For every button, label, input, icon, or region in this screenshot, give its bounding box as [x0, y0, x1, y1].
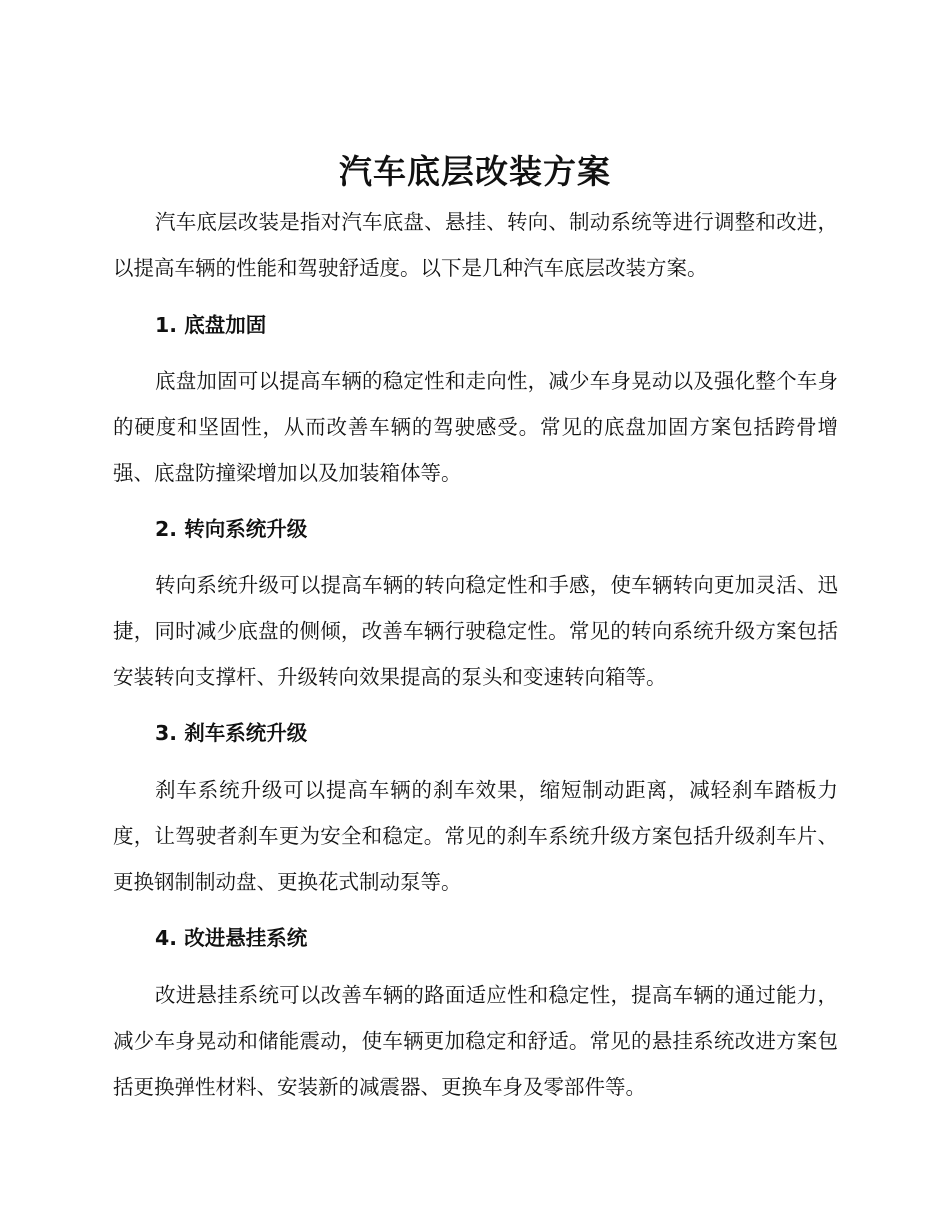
section-heading-steering-upgrade: 2. 转向系统升级 — [155, 517, 308, 541]
section-body-brake-upgrade: 刹车系统升级可以提高车辆的刹车效果，缩短制动距离，减轻刹车踏板力度，让驾驶者刹车更为安全和稳定。常见的刹车系统升级方案包括升级刹车片、更换钢制制动盘、更换花式制动泵等。 — [113, 778, 838, 894]
section-heading-suspension-improvement: 4. 改进悬挂系统 — [155, 926, 308, 950]
section-heading-brake-upgrade: 3. 刹车系统升级 — [155, 721, 308, 745]
section-body-chassis-reinforcement: 底盘加固可以提高车辆的稳定性和走向性，减少车身晃动以及强化整个车身的硬度和坚固性，从而改善车辆的驾驶感受。常见的底盘加固方案包括跨骨增强、底盘防撞梁增加以及加装箱体等。 — [113, 369, 838, 485]
intro-paragraph: 汽车底层改装是指对汽车底盘、悬挂、转向、制动系统等进行调整和改进，以提高车辆的性能和驾驶舒适度。以下是几种汽车底层改装方案。 — [113, 210, 838, 280]
section-body-suspension-improvement: 改进悬挂系统可以改善车辆的路面适应性和稳定性，提高车辆的通过能力，减少车身晃动和储能震动，使车辆更加稳定和舒适。常见的悬挂系统改进方案包括更换弹性材料、安装新的减震器、更换车身及零部件等。 — [113, 983, 838, 1099]
section-heading-chassis-reinforcement: 1. 底盘加固 — [155, 313, 267, 337]
document-title: 汽车底层改装方案 — [339, 152, 611, 191]
section-body-steering-upgrade: 转向系统升级可以提高车辆的转向稳定性和手感，使车辆转向更加灵活、迅捷，同时减少底盘的侧倾，改善车辆行驶稳定性。常见的转向系统升级方案包括安装转向支撑杆、升级转向效果提高的泵头和变速转向箱等。 — [113, 573, 838, 689]
